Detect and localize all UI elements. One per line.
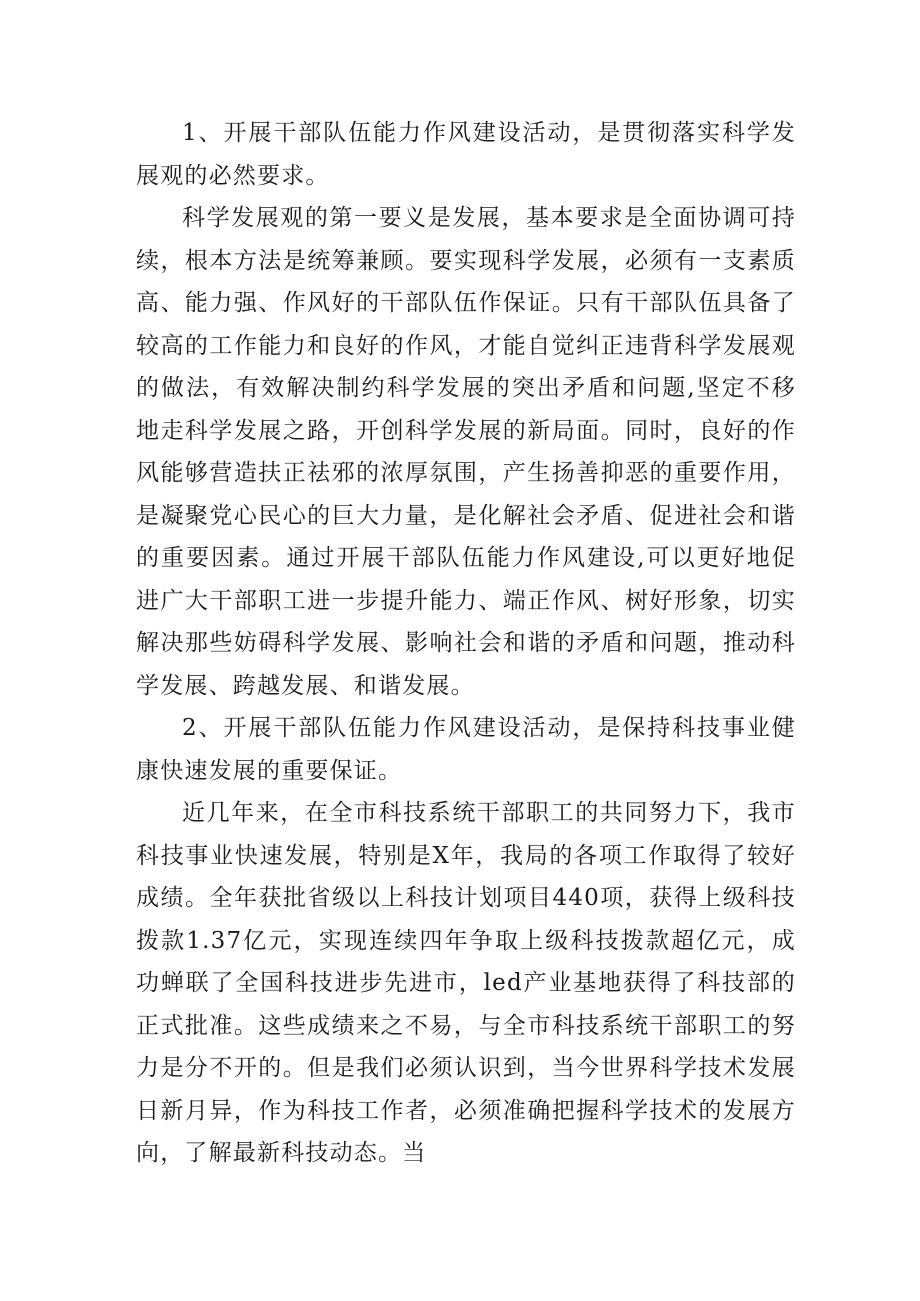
paragraph-heading-2: 2、开展干部队伍能力作风建设活动，是保持科技事业健康快速发展的重要保证。: [136, 715, 796, 784]
paragraph-body-2: 近几年来，在全市科技系统干部职工的共同努力下，我市科技事业快速发展，特别是X年，我局的各项工作取得了较好成绩。全年获批省级以上科技计划项目440项，获得上级科技拨款1.37亿元，实现连续四年争取上级科技拨款超亿元，成功蝉联了全国科技进步先进市，led产业基地获得了科技部的正式批准。这些成绩来之不易，与全市科技系统干部职工的努力是分不开的。但是我们必须认识到，当今世界科学技术发展日新月异，作为科技工作者，必须准确把握科学技术的发展方向，了解最新科技动态。当: [136, 800, 796, 1166]
document-body: [136, 112, 796, 1175]
paragraph-body-1: 科学发展观的第一要义是发展，基本要求是全面协调可持续，根本方法是统筹兼顾。要实现科学发展，必须有一支素质高、能力强、作风好的干部队伍作保证。只有干部队伍具备了较高的工作能力和良好的作风，才能自觉纠正违背科学发展观的做法，有效解决制约科学发展的突出矛盾和问题,坚定不移地走科学发展之路，开创科学发展的新局面。同时，良好的作风能够营造扶正祛邪的浓厚氛围，产生扬善抑恶的重要作用，是凝聚党心民心的巨大力量，是化解社会矛盾、促进社会和谐的重要因素。通过开展干部队伍能力作风建设,可以更好地促进广大干部职工进一步提升能力、端正作风、树好形象，切实解决那些妨碍科学发展、影响社会和谐的矛盾和问题，推动科学发展、跨越发展、和谐发展。: [136, 205, 796, 699]
paragraph-heading-1: 1、开展干部队伍能力作风建设活动，是贯彻落实科学发展观的必然要求。: [136, 120, 796, 189]
